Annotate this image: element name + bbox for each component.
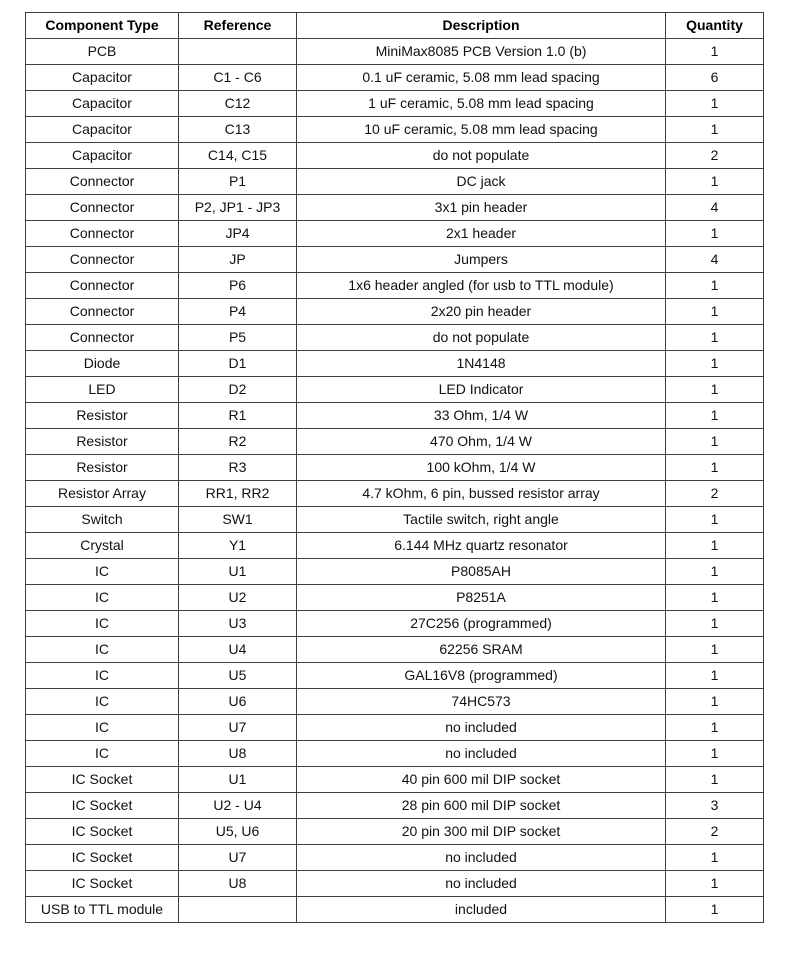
cell-component-type: IC bbox=[26, 585, 179, 611]
table-row bbox=[26, 741, 764, 767]
cell-description: 27C256 (programmed) bbox=[297, 611, 666, 637]
cell-component-type: Connector bbox=[26, 299, 179, 325]
cell-description: 74HC573 bbox=[297, 689, 666, 715]
cell-reference: Y1 bbox=[179, 533, 297, 559]
column-header-description: Description bbox=[297, 13, 666, 39]
cell-reference: JP4 bbox=[179, 221, 297, 247]
cell-description: no included bbox=[297, 871, 666, 897]
cell-quantity: 2 bbox=[666, 819, 764, 845]
cell-description: 2x20 pin header bbox=[297, 299, 666, 325]
cell-quantity: 1 bbox=[666, 325, 764, 351]
cell-description: 10 uF ceramic, 5.08 mm lead spacing bbox=[297, 117, 666, 143]
cell-quantity: 1 bbox=[666, 741, 764, 767]
cell-quantity: 4 bbox=[666, 195, 764, 221]
cell-quantity: 1 bbox=[666, 507, 764, 533]
table-row bbox=[26, 39, 764, 65]
cell-description: no included bbox=[297, 845, 666, 871]
table-row bbox=[26, 195, 764, 221]
cell-reference bbox=[179, 897, 297, 923]
cell-description: 40 pin 600 mil DIP socket bbox=[297, 767, 666, 793]
cell-component-type: IC bbox=[26, 611, 179, 637]
cell-quantity: 1 bbox=[666, 663, 764, 689]
cell-quantity: 1 bbox=[666, 689, 764, 715]
cell-description: Jumpers bbox=[297, 247, 666, 273]
cell-quantity: 1 bbox=[666, 559, 764, 585]
cell-reference: U6 bbox=[179, 689, 297, 715]
cell-description: 0.1 uF ceramic, 5.08 mm lead spacing bbox=[297, 65, 666, 91]
cell-quantity: 1 bbox=[666, 845, 764, 871]
cell-reference: U2 - U4 bbox=[179, 793, 297, 819]
cell-component-type: PCB bbox=[26, 39, 179, 65]
cell-description: 20 pin 300 mil DIP socket bbox=[297, 819, 666, 845]
table-row bbox=[26, 247, 764, 273]
cell-description: DC jack bbox=[297, 169, 666, 195]
cell-reference: SW1 bbox=[179, 507, 297, 533]
table-row bbox=[26, 897, 764, 923]
cell-description: do not populate bbox=[297, 143, 666, 169]
cell-description: MiniMax8085 PCB Version 1.0 (b) bbox=[297, 39, 666, 65]
cell-description: LED Indicator bbox=[297, 377, 666, 403]
table-row bbox=[26, 169, 764, 195]
table-row bbox=[26, 611, 764, 637]
cell-quantity: 1 bbox=[666, 273, 764, 299]
cell-reference bbox=[179, 39, 297, 65]
cell-component-type: Connector bbox=[26, 169, 179, 195]
cell-description: 6.144 MHz quartz resonator bbox=[297, 533, 666, 559]
cell-quantity: 1 bbox=[666, 117, 764, 143]
cell-quantity: 1 bbox=[666, 533, 764, 559]
cell-component-type: Capacitor bbox=[26, 143, 179, 169]
cell-component-type: IC bbox=[26, 741, 179, 767]
table-row bbox=[26, 819, 764, 845]
cell-component-type: IC bbox=[26, 715, 179, 741]
table-row bbox=[26, 273, 764, 299]
cell-reference: C1 - C6 bbox=[179, 65, 297, 91]
cell-quantity: 1 bbox=[666, 169, 764, 195]
table-row bbox=[26, 403, 764, 429]
cell-reference: P6 bbox=[179, 273, 297, 299]
table-row bbox=[26, 299, 764, 325]
cell-component-type: Connector bbox=[26, 221, 179, 247]
table-row bbox=[26, 559, 764, 585]
cell-reference: U3 bbox=[179, 611, 297, 637]
cell-reference: JP bbox=[179, 247, 297, 273]
cell-quantity: 1 bbox=[666, 403, 764, 429]
table-row bbox=[26, 351, 764, 377]
table-row bbox=[26, 663, 764, 689]
cell-reference: P4 bbox=[179, 299, 297, 325]
cell-quantity: 2 bbox=[666, 481, 764, 507]
bom-table-head bbox=[26, 13, 764, 39]
cell-quantity: 6 bbox=[666, 65, 764, 91]
cell-component-type: Connector bbox=[26, 195, 179, 221]
table-row bbox=[26, 533, 764, 559]
cell-quantity: 1 bbox=[666, 221, 764, 247]
cell-component-type: Resistor bbox=[26, 403, 179, 429]
table-row bbox=[26, 325, 764, 351]
cell-component-type: Connector bbox=[26, 247, 179, 273]
table-row bbox=[26, 793, 764, 819]
cell-component-type: IC bbox=[26, 637, 179, 663]
cell-quantity: 1 bbox=[666, 897, 764, 923]
table-row bbox=[26, 845, 764, 871]
cell-quantity: 1 bbox=[666, 611, 764, 637]
cell-component-type: Connector bbox=[26, 325, 179, 351]
cell-quantity: 1 bbox=[666, 377, 764, 403]
cell-component-type: IC Socket bbox=[26, 793, 179, 819]
cell-description: 1N4148 bbox=[297, 351, 666, 377]
cell-component-type: Resistor bbox=[26, 455, 179, 481]
table-row bbox=[26, 221, 764, 247]
cell-reference: P1 bbox=[179, 169, 297, 195]
table-row bbox=[26, 481, 764, 507]
cell-reference: U1 bbox=[179, 559, 297, 585]
cell-description: included bbox=[297, 897, 666, 923]
cell-quantity: 1 bbox=[666, 767, 764, 793]
cell-reference: D1 bbox=[179, 351, 297, 377]
cell-quantity: 1 bbox=[666, 351, 764, 377]
cell-reference: C12 bbox=[179, 91, 297, 117]
cell-reference: U1 bbox=[179, 767, 297, 793]
cell-component-type: USB to TTL module bbox=[26, 897, 179, 923]
table-row bbox=[26, 637, 764, 663]
cell-description: P8085AH bbox=[297, 559, 666, 585]
cell-component-type: Diode bbox=[26, 351, 179, 377]
cell-reference: U7 bbox=[179, 845, 297, 871]
cell-reference: P2, JP1 - JP3 bbox=[179, 195, 297, 221]
cell-component-type: IC bbox=[26, 559, 179, 585]
bom-table bbox=[25, 12, 764, 923]
cell-reference: U8 bbox=[179, 741, 297, 767]
column-header-component-type: Component Type bbox=[26, 13, 179, 39]
cell-component-type: IC bbox=[26, 689, 179, 715]
table-row bbox=[26, 65, 764, 91]
cell-description: 4.7 kOhm, 6 pin, bussed resistor array bbox=[297, 481, 666, 507]
table-row bbox=[26, 117, 764, 143]
cell-component-type: IC Socket bbox=[26, 845, 179, 871]
cell-quantity: 3 bbox=[666, 793, 764, 819]
cell-reference: U5, U6 bbox=[179, 819, 297, 845]
cell-description: 33 Ohm, 1/4 W bbox=[297, 403, 666, 429]
table-row bbox=[26, 767, 764, 793]
cell-component-type: LED bbox=[26, 377, 179, 403]
cell-component-type: Resistor bbox=[26, 429, 179, 455]
cell-reference: RR1, RR2 bbox=[179, 481, 297, 507]
table-row bbox=[26, 143, 764, 169]
bom-table-body bbox=[26, 39, 764, 923]
cell-description: do not populate bbox=[297, 325, 666, 351]
table-row bbox=[26, 455, 764, 481]
cell-component-type: Connector bbox=[26, 273, 179, 299]
cell-quantity: 1 bbox=[666, 871, 764, 897]
table-row bbox=[26, 871, 764, 897]
table-row bbox=[26, 429, 764, 455]
cell-quantity: 4 bbox=[666, 247, 764, 273]
table-row bbox=[26, 377, 764, 403]
cell-component-type: Resistor Array bbox=[26, 481, 179, 507]
cell-component-type: Crystal bbox=[26, 533, 179, 559]
cell-reference: P5 bbox=[179, 325, 297, 351]
cell-reference: R2 bbox=[179, 429, 297, 455]
cell-description: 1 uF ceramic, 5.08 mm lead spacing bbox=[297, 91, 666, 117]
cell-description: 100 kOhm, 1/4 W bbox=[297, 455, 666, 481]
cell-description: 3x1 pin header bbox=[297, 195, 666, 221]
cell-quantity: 1 bbox=[666, 429, 764, 455]
cell-description: 2x1 header bbox=[297, 221, 666, 247]
cell-description: no included bbox=[297, 715, 666, 741]
cell-quantity: 1 bbox=[666, 39, 764, 65]
cell-component-type: IC bbox=[26, 663, 179, 689]
cell-quantity: 1 bbox=[666, 637, 764, 663]
table-row bbox=[26, 585, 764, 611]
header-row bbox=[26, 13, 764, 39]
cell-quantity: 1 bbox=[666, 715, 764, 741]
cell-description: no included bbox=[297, 741, 666, 767]
cell-description: Tactile switch, right angle bbox=[297, 507, 666, 533]
column-header-quantity: Quantity bbox=[666, 13, 764, 39]
cell-reference: D2 bbox=[179, 377, 297, 403]
cell-quantity: 1 bbox=[666, 455, 764, 481]
cell-description: 470 Ohm, 1/4 W bbox=[297, 429, 666, 455]
cell-reference: U5 bbox=[179, 663, 297, 689]
cell-component-type: Switch bbox=[26, 507, 179, 533]
cell-component-type: Capacitor bbox=[26, 65, 179, 91]
cell-reference: R1 bbox=[179, 403, 297, 429]
cell-reference: C13 bbox=[179, 117, 297, 143]
cell-component-type: IC Socket bbox=[26, 819, 179, 845]
cell-reference: U7 bbox=[179, 715, 297, 741]
cell-component-type: Capacitor bbox=[26, 91, 179, 117]
cell-reference: U2 bbox=[179, 585, 297, 611]
cell-quantity: 1 bbox=[666, 299, 764, 325]
cell-quantity: 1 bbox=[666, 91, 764, 117]
column-header-reference: Reference bbox=[179, 13, 297, 39]
cell-description: 1x6 header angled (for usb to TTL module) bbox=[297, 273, 666, 299]
cell-component-type: IC Socket bbox=[26, 871, 179, 897]
cell-reference: R3 bbox=[179, 455, 297, 481]
cell-component-type: Capacitor bbox=[26, 117, 179, 143]
cell-component-type: IC Socket bbox=[26, 767, 179, 793]
cell-reference: U8 bbox=[179, 871, 297, 897]
table-row bbox=[26, 689, 764, 715]
cell-description: P8251A bbox=[297, 585, 666, 611]
cell-reference: U4 bbox=[179, 637, 297, 663]
cell-description: 28 pin 600 mil DIP socket bbox=[297, 793, 666, 819]
table-row bbox=[26, 507, 764, 533]
table-row bbox=[26, 715, 764, 741]
cell-description: 62256 SRAM bbox=[297, 637, 666, 663]
table-row bbox=[26, 91, 764, 117]
cell-description: GAL16V8 (programmed) bbox=[297, 663, 666, 689]
cell-reference: C14, C15 bbox=[179, 143, 297, 169]
cell-quantity: 2 bbox=[666, 143, 764, 169]
cell-quantity: 1 bbox=[666, 585, 764, 611]
